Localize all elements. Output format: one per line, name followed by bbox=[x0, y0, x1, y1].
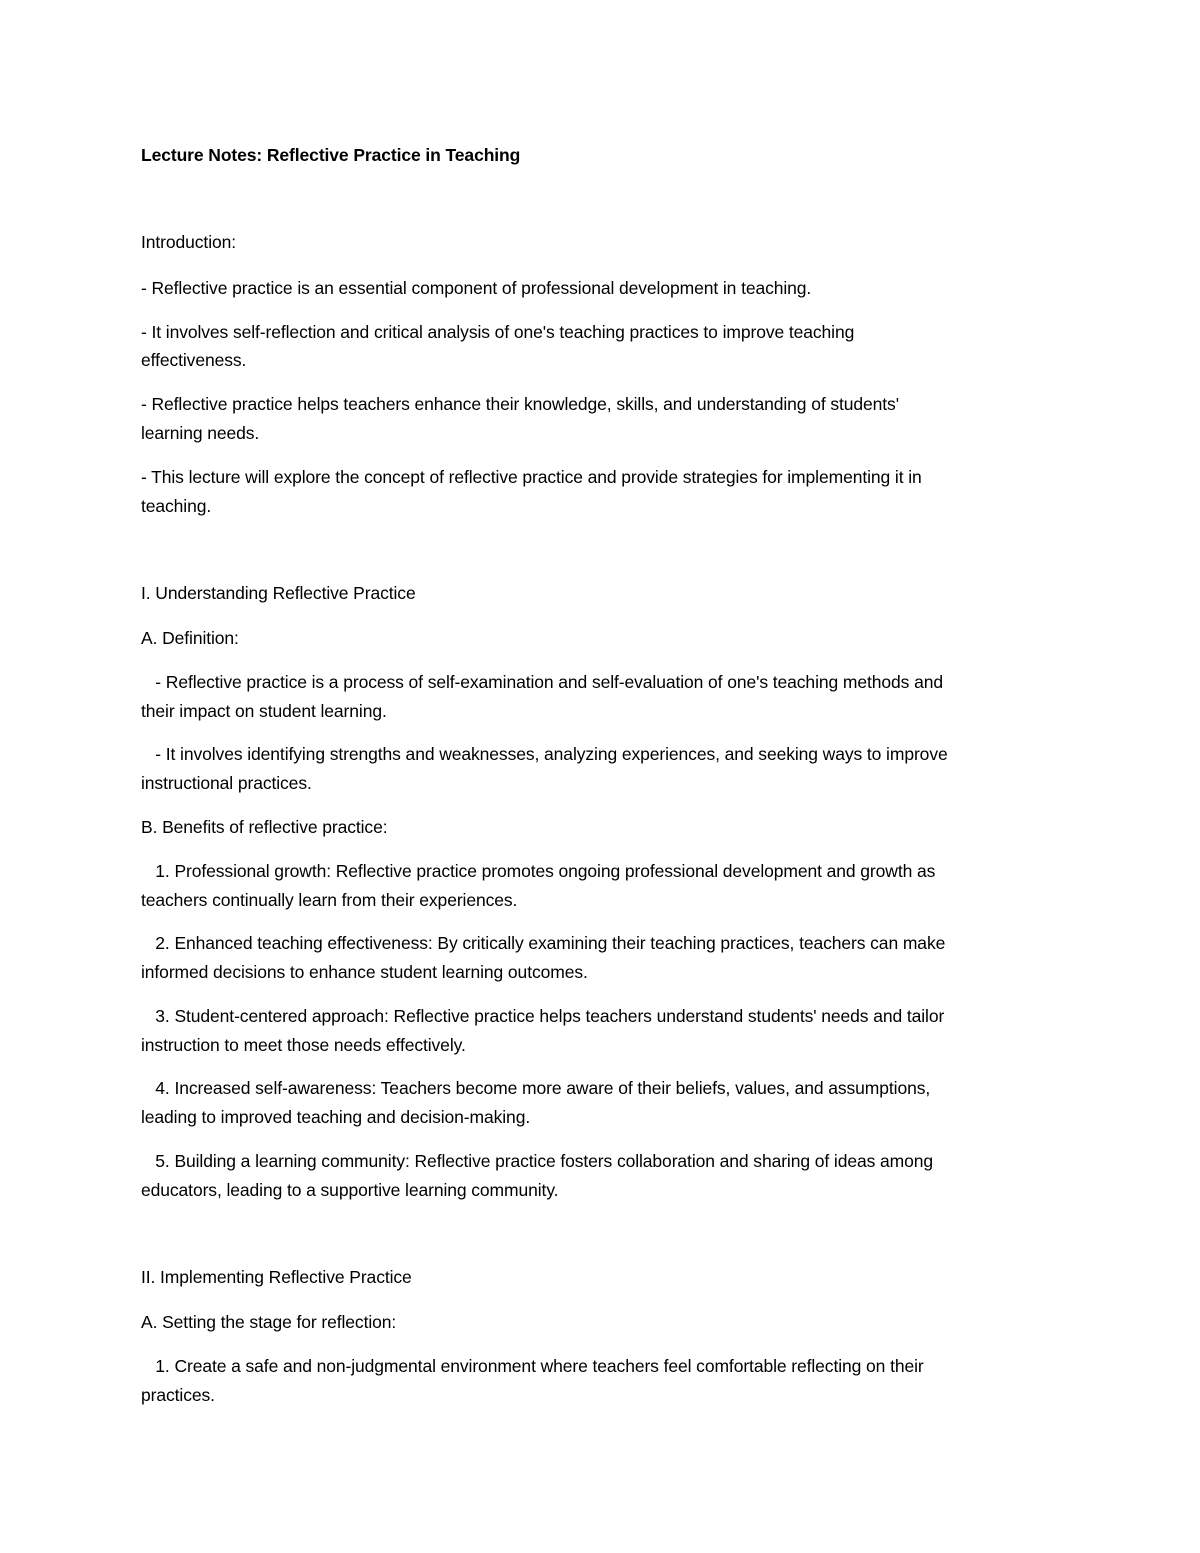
section-2-heading: II. Implementing Reflective Practice bbox=[141, 1267, 412, 1287]
intro-line: - It involves self-reflection and critical analysis of one's teaching practices to improve teaching bbox=[141, 322, 855, 342]
benefit-item-4-continued: leading to improved teaching and decision-making. bbox=[141, 1107, 531, 1127]
stage-item-1-continued: practices. bbox=[141, 1385, 215, 1405]
benefit-item-5: 5. Building a learning community: Reflective practice fosters collaboration and sharing of ideas among bbox=[141, 1151, 934, 1171]
document-title: Lecture Notes: Reflective Practice in Teaching bbox=[141, 145, 521, 165]
intro-line: effectiveness. bbox=[141, 350, 247, 370]
definition-line: - Reflective practice is a process of self-examination and self-evaluation of one's teaching methods and bbox=[141, 672, 943, 692]
stage-item-1: 1. Create a safe and non-judgmental environment where teachers feel comfortable reflecting on their bbox=[141, 1356, 924, 1376]
benefit-item-3: 3. Student-centered approach: Reflective practice helps teachers understand students' needs and tailor bbox=[141, 1006, 945, 1026]
benefit-item-4: 4. Increased self-awareness: Teachers become more aware of their beliefs, values, and assumptions, bbox=[141, 1078, 931, 1098]
benefit-item-2: 2. Enhanced teaching effectiveness: By critically examining their teaching practices, teachers can make bbox=[141, 933, 946, 953]
intro-line: - This lecture will explore the concept of reflective practice and provide strategies for implementing it in bbox=[141, 467, 922, 487]
intro-line: learning needs. bbox=[141, 423, 260, 443]
benefit-item-5-continued: educators, leading to a supportive learning community. bbox=[141, 1180, 559, 1200]
benefit-item-1-continued: teachers continually learn from their experiences. bbox=[141, 890, 518, 910]
intro-heading: Introduction: bbox=[141, 232, 237, 252]
intro-line: - Reflective practice is an essential component of professional development in teaching. bbox=[141, 278, 812, 298]
benefit-item-1: 1. Professional growth: Reflective practice promotes ongoing professional development and growth as bbox=[141, 861, 936, 881]
benefit-item-3-continued: instruction to meet those needs effectively. bbox=[141, 1035, 466, 1055]
definition-heading: A. Definition: bbox=[141, 628, 239, 648]
intro-line: - Reflective practice helps teachers enhance their knowledge, skills, and understanding of students' bbox=[141, 394, 899, 414]
definition-line: - It involves identifying strengths and weaknesses, analyzing experiences, and seeking ways to improve bbox=[141, 744, 948, 764]
section-1-heading: I. Understanding Reflective Practice bbox=[141, 583, 416, 603]
definition-line: their impact on student learning. bbox=[141, 701, 387, 721]
stage-heading: A. Setting the stage for reflection: bbox=[141, 1312, 397, 1332]
benefits-heading: B. Benefits of reflective practice: bbox=[141, 817, 388, 837]
benefit-item-2-continued: informed decisions to enhance student learning outcomes. bbox=[141, 962, 588, 982]
definition-line: instructional practices. bbox=[141, 773, 312, 793]
intro-line: teaching. bbox=[141, 496, 212, 516]
